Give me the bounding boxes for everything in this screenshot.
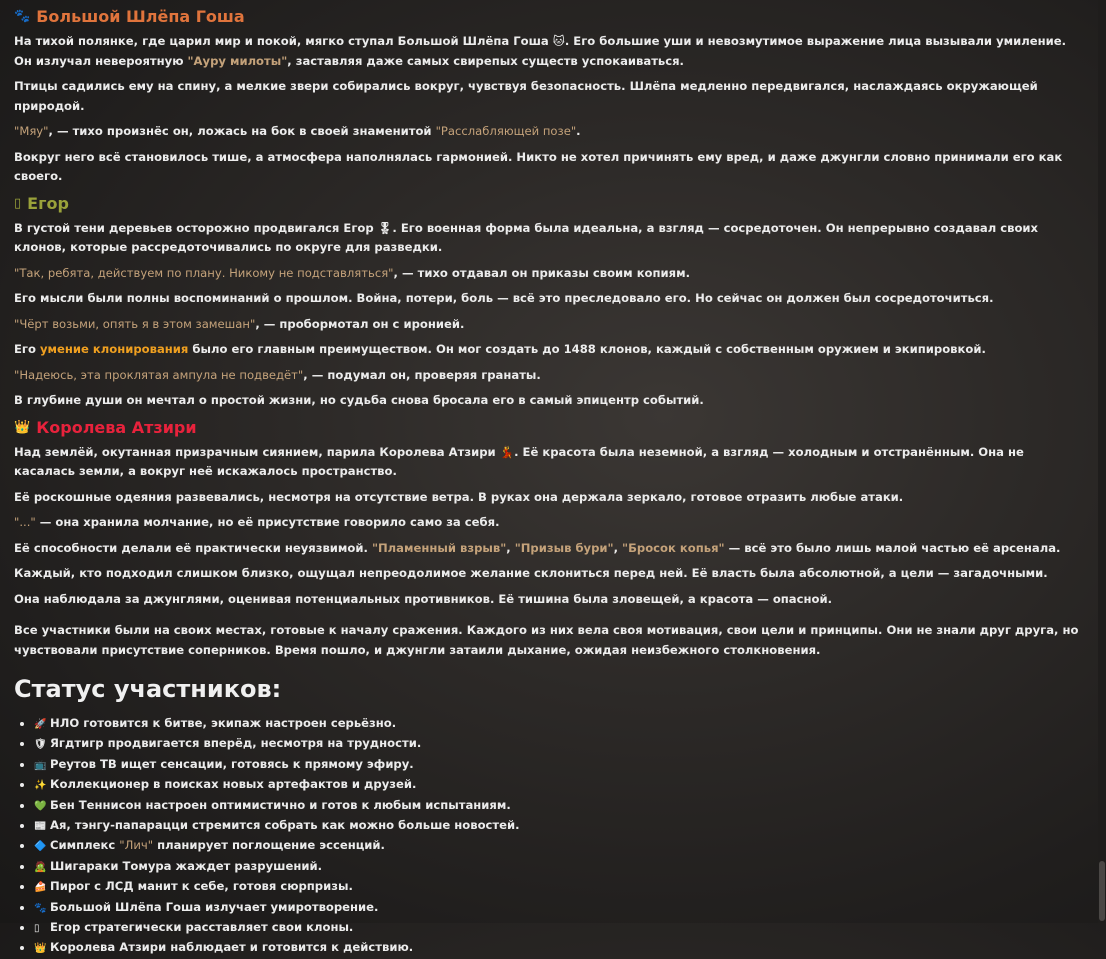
list-item: • 🔷 Симплекс "Лич" планирует поглощение эссенций. bbox=[34, 836, 1086, 856]
zombie-icon: 🧟 bbox=[34, 861, 47, 873]
cloning-skill-highlight: умение клонирования bbox=[39, 342, 189, 356]
gosha-heading bbox=[14, 6, 1086, 28]
egor-paragraph-1: В густой тени деревьев осторожно продвигался Егор 🎖. Его военная форма была идеальна, а взгляд — сосредоточен. Он непрерывно создавал своих клонов, которые рассредоточивались по округе для разведки. bbox=[14, 220, 1039, 254]
atziri-paragraph-6: Она наблюдала за джунглями, оценивая потенциальных противников. Её тишина была зловещей, а красота — опасной. bbox=[14, 591, 832, 606]
newspaper-icon: 📰 bbox=[34, 821, 47, 833]
shield-icon: 🛡 bbox=[34, 739, 47, 751]
atziri-paragraph-3: "..." — она хранила молчание, но её присутствие говорило само за себя. bbox=[14, 515, 500, 529]
list-item: • 🍰 Пирог с ЛСД манит к себе, готовя сюрпризы. bbox=[34, 877, 1086, 897]
egor-paragraph-7: В глубине души он мечтал о простой жизни, но судьба снова бросала его в самый эпицентр событий. bbox=[14, 393, 704, 407]
status-heading: Статус участников: bbox=[14, 675, 282, 703]
crown-icon: 👑 bbox=[14, 419, 31, 435]
blue-diamond-icon: 🔷 bbox=[34, 841, 47, 853]
list-item: • 🐾 Большой Шлёпа Гоша излучает умиротворение. bbox=[34, 898, 1086, 918]
egor-paragraph-2: "Так, ребята, действуем по плану. Никому не подставляться", — тихо отдавал он приказы своим копиям. bbox=[14, 265, 690, 280]
green-heart-icon: 💚 bbox=[34, 800, 47, 812]
paw-icon: 🐾 bbox=[34, 902, 47, 914]
list-item: • 🧟 Шигараки Томура жаждет разрушений. bbox=[34, 857, 1086, 877]
cake-icon: 🍰 bbox=[34, 882, 47, 894]
list-item: • 🚀 НЛО готовится к битве, экипаж настроен серьёзно. bbox=[34, 714, 1086, 734]
tv-icon: 📺 bbox=[34, 759, 47, 771]
atziri-paragraph-5: Каждый, кто подходил слишком близко, ощущал непреодолимое желание склониться перед ней. Её власть была абсолютной, а цели — загадочными. bbox=[14, 566, 1048, 580]
summary-paragraph: Все участники были на своих местах, готовые к началу сражения. Каждого из них вела своя мотивация, свои цели и принципы. Они не знали друг друга, но чувствовали присутствие соперников. Время пошло, и джунгли затаили дыхание, ожидая неизбежного столкновения. bbox=[14, 623, 1079, 657]
egor-paragraph-4: "Чёрт возьми, опять я в этом замешан", — пробормотал он с иронией. bbox=[14, 316, 465, 331]
gosha-paragraph-4: Вокруг него всё становилось тише, а атмосфера наполнялась гармонией. Никто не хотел причинять ему вред, и даже джунгли словно принимали его как своего. bbox=[14, 149, 1063, 183]
gosha-paragraph-2: Птицы садились ему на спину, а мелкие звери собирались вокруг, чувствуя безопасность. Шлёпа медленно передвигался, наслаждаясь окружающей природой. bbox=[14, 79, 1038, 113]
egor-paragraph-6: "Надеюсь, эта проклятая ампула не подведёт", — подумал он, проверяя гранаты. bbox=[14, 367, 541, 382]
missing-glyph-icon: ▯ bbox=[14, 195, 22, 211]
atziri-paragraph-2: Её роскошные одеяния развевались, несмотря на отсутствие ветра. В руках она держала зеркало, готовое отразить любые атаки. bbox=[14, 489, 904, 504]
crown-icon: 👑 bbox=[34, 943, 47, 955]
sparkles-icon: ✨ bbox=[34, 780, 47, 792]
gosha-paragraph-3: "Мяу", — тихо произнёс он, ложась на бок в своей знаменитой "Расслабляющей позе". bbox=[14, 124, 581, 138]
egor-paragraph-3: Его мысли были полны воспоминаний о прошлом. Война, потери, боль — всё это преследовало его. Но сейчас он должен был сосредоточиться. bbox=[14, 291, 994, 305]
story-content bbox=[14, 6, 1086, 959]
list-item: • 📺 Реутов ТВ ищет сенсации, готовясь к прямому эфиру. bbox=[34, 755, 1086, 775]
atziri-paragraph-1: Над землёй, окутанная призрачным сиянием, парила Королева Атзири 💃. Её красота была неземной, а взгляд — холодным и отстранённым. Она не касалась земли, а вокруг неё искажалось пространство. bbox=[14, 444, 1024, 478]
atziri-paragraph-4: Её способности делали её практически неуязвимой. "Пламенный взрыв", "Призыв бури", "Бросок копья" — всё это было лишь малой частью её арсенала. bbox=[14, 540, 1061, 555]
status-list bbox=[14, 714, 1086, 959]
scrollbar-thumb[interactable] bbox=[1099, 861, 1105, 921]
list-item: • 🛡 Ягдтигр продвигается вперёд, несмотря на трудности. bbox=[34, 734, 1086, 754]
rocket-icon: 🚀 bbox=[34, 719, 47, 730]
missing-glyph-icon: ▯ bbox=[34, 923, 40, 935]
egor-paragraph-5: Его умение клонирования было его главным преимуществом. Он мог создать до 1488 клонов, каждый с собственным оружием и экипировкой. bbox=[14, 342, 986, 356]
vertical-scrollbar[interactable] bbox=[1098, 0, 1106, 923]
atziri-title: Королева Атзири bbox=[36, 417, 197, 437]
list-item: • 👑 Королева Атзири наблюдает и готовится к действию. bbox=[34, 938, 1086, 958]
paw-icon: 🐾 bbox=[14, 9, 31, 24]
gosha-title: Большой Шлёпа Гоша bbox=[36, 7, 245, 26]
atziri-heading bbox=[14, 417, 1086, 439]
list-item: • ✨ Коллекционер в поисках новых артефактов и друзей. bbox=[34, 775, 1086, 795]
list-item: • 💚 Бен Теннисон настроен оптимистично и готов к любым испытаниям. bbox=[34, 796, 1086, 816]
gosha-paragraph-1: На тихой полянке, где царил мир и покой, мягко ступал Большой Шлёпа Гоша 🐱. Его большие уши и невозмутимое выражение лица вызывали умиление. Он излучал невероятную "Ауру милоты", заставляя даже самых свирепых существ успокаиваться. bbox=[14, 34, 1067, 68]
egor-title: Егор bbox=[27, 193, 69, 213]
egor-heading bbox=[14, 193, 1086, 215]
list-item: • 📰 Ая, тэнгу-папарацци стремится собрать как можно больше новостей. bbox=[34, 816, 1086, 836]
list-item: • ▯ Егор стратегически расставляет свои клоны. bbox=[34, 918, 1086, 938]
